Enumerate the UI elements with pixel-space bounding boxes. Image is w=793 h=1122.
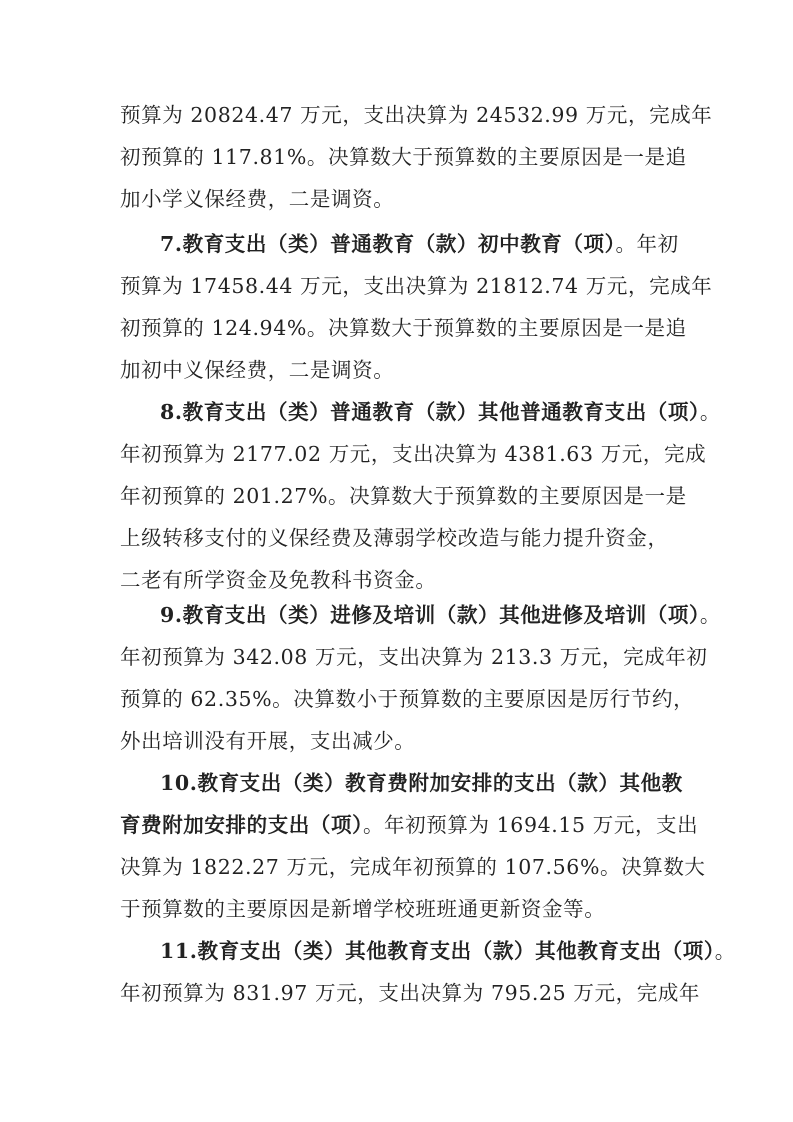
text-line — [120, 636, 708, 678]
item-heading: 8.教育支出（类）普通教育（款）其他普通教育支出（项） — [160, 400, 700, 424]
text-line — [120, 888, 676, 930]
line-text: 上级转移支付的义保经费及薄弱学校改造与能力提升资金， — [120, 526, 669, 550]
text-line — [120, 475, 687, 517]
item-heading: 11.教育支出（类）其他教育支出（款）其他教育支出（项） — [160, 939, 715, 963]
item-heading: 育费附加安排的支出（项） — [120, 813, 363, 837]
paragraph-item-7 — [120, 223, 713, 391]
text-line — [120, 678, 695, 720]
item-heading: 10.教育支出（类）教育费附加安排的支出（款）其他教 — [160, 771, 683, 795]
text-line — [120, 972, 701, 1014]
text-line — [120, 349, 676, 391]
line-text: 。 — [699, 603, 721, 627]
line-text: 加初中义保经费，二是调资。 — [120, 358, 395, 382]
line-text: 年初预算为 831.97 万元，支出决算为 795.25 万元，完成年 — [120, 981, 701, 1005]
text-line — [120, 517, 676, 559]
line-text: 。年初预算为 1694.15 万元，支出 — [362, 813, 699, 837]
line-text: 预算的 62.35%。决算数小于预算数的主要原因是厉行节约， — [120, 687, 695, 711]
line-text: 二老有所学资金及免教科书资金。 — [120, 568, 437, 592]
text-line — [120, 136, 687, 178]
text-line — [120, 594, 721, 636]
text-line — [120, 804, 699, 846]
paragraph-item-10 — [120, 762, 706, 930]
paragraph-item-11 — [120, 930, 736, 1014]
text-line — [120, 391, 721, 433]
text-line — [120, 178, 676, 220]
paragraph-item-9 — [120, 594, 721, 762]
line-text: 年初预算的 201.27%。决算数大于预算数的主要原因是一是 — [120, 484, 687, 508]
text-line — [120, 762, 683, 804]
text-line — [120, 930, 736, 972]
text-line — [120, 720, 676, 762]
line-text: 外出培训没有开展，支出减少。 — [120, 729, 416, 753]
text-line — [120, 433, 707, 475]
text-line — [120, 94, 713, 136]
line-text: 年初预算为 2177.02 万元，支出决算为 4381.63 万元，完成 — [120, 442, 707, 466]
item-heading: 9.教育支出（类）进修及培训（款）其他进修及培训（项） — [160, 603, 700, 627]
text-line — [120, 307, 687, 349]
line-text: 决算为 1822.27 万元，完成年初预算的 107.56%。决算数大 — [120, 855, 706, 879]
line-text: 初预算的 124.94%。决算数大于预算数的主要原因是一是追 — [120, 316, 687, 340]
item-heading: 7.教育支出（类）普通教育（款）初中教育（项） — [160, 232, 616, 256]
line-text: 。年初 — [615, 232, 679, 256]
line-text: 预算为 20824.47 万元，支出决算为 24532.99 万元，完成年 — [120, 103, 713, 127]
text-line — [120, 846, 706, 888]
paragraph-item-6-continued — [120, 94, 713, 220]
line-text: 于预算数的主要原因是新增学校班班通更新资金等。 — [120, 897, 606, 921]
text-line — [120, 223, 679, 265]
line-text: 预算为 17458.44 万元，支出决算为 21812.74 万元，完成年 — [120, 274, 713, 298]
line-text: 年初预算为 342.08 万元，支出决算为 213.3 万元，完成年初 — [120, 645, 708, 669]
paragraph-item-8 — [120, 391, 721, 601]
line-text: 初预算的 117.81%。决算数大于预算数的主要原因是一是追 — [120, 145, 687, 169]
text-line — [120, 265, 713, 307]
line-text: 加小学义保经费，二是调资。 — [120, 187, 395, 211]
line-text: 。 — [699, 400, 721, 424]
line-text: 。 — [714, 939, 736, 963]
